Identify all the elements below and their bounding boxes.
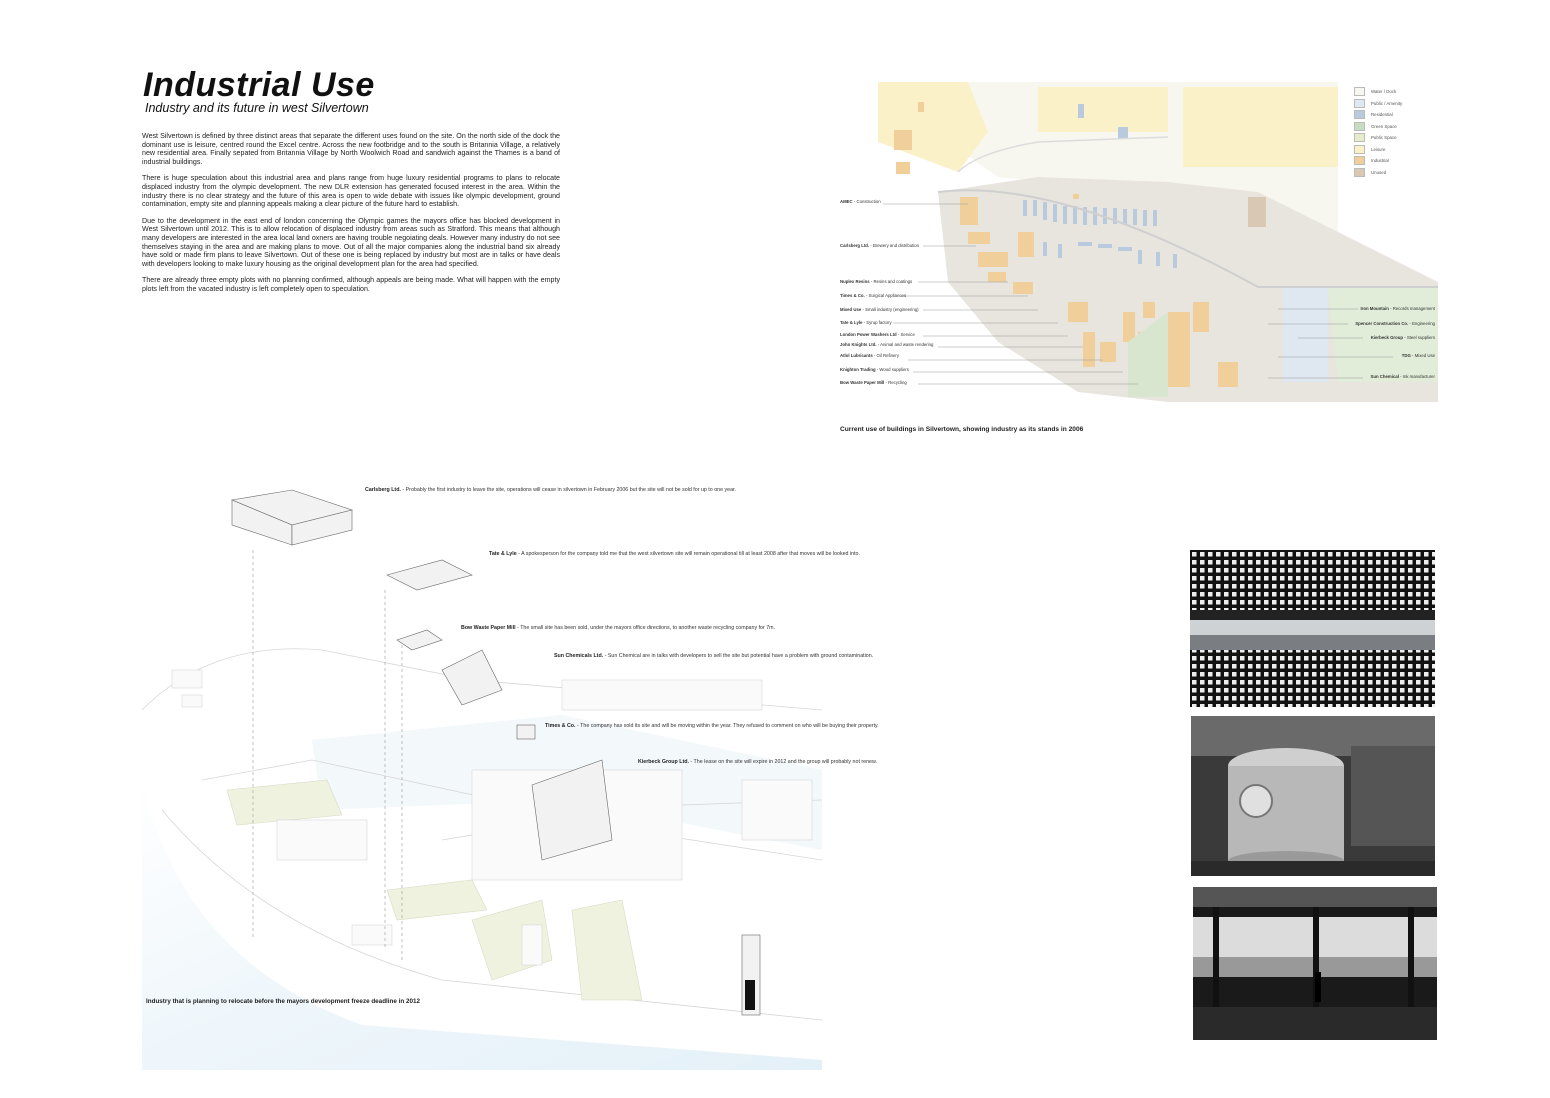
callout-carlsberg: Carlsberg Ltd. - Probably the first industry to leave the site, operations will cease in silvertown in February 2006 but the site will not be sold for up to one year. <box>365 487 736 493</box>
map-label-desc: Ink manufacturer <box>1402 374 1435 379</box>
map-label-name: Times & Co. <box>840 293 865 298</box>
photo-industrial-tank-image <box>1191 716 1435 876</box>
callout-name: Sun Chemicals Ltd. <box>554 653 604 659</box>
legend-label: Public / Amenity <box>1371 100 1403 106</box>
map-label-kierbeck: Kierbeck Group - Steel suppliers <box>1370 335 1435 340</box>
map-label-sun-chemical: Sun Chemical - Ink manufacturer <box>1370 374 1435 379</box>
callout-text: A spokesperson for the company told me that the west silvertown site will remain operational till at least 2008 after that moves will be looked into. <box>521 551 860 557</box>
map-label-name: Atlol Lubricants <box>840 353 873 358</box>
legend-swatch <box>1354 110 1365 119</box>
map-label-name: Carlsberg Ltd. <box>840 243 870 248</box>
map-label-desc: Construction <box>856 199 881 204</box>
legend-swatch <box>1354 133 1365 142</box>
map-label-name: Mixed Use <box>840 307 862 312</box>
photo-dock-panorama <box>1190 550 1435 707</box>
map-label-name: Iron Mountain <box>1360 306 1389 311</box>
intro-text <box>142 132 560 302</box>
map-label-desc: Syrup factory <box>866 320 892 325</box>
legend-item <box>1354 132 1402 144</box>
map-legend <box>1354 86 1402 178</box>
map-label-desc: Steel suppliers <box>1406 335 1435 340</box>
legend-item <box>1354 109 1402 121</box>
callout-text: The lease on the site will expire in 2012 and the group will probably not renew. <box>693 759 877 765</box>
map-label-desc: Oil Refinery <box>876 353 899 358</box>
map-label-amec: AMEC - Construction <box>840 199 881 204</box>
map-label-name: John Knights Ltd. <box>840 342 877 347</box>
map-label-john-knights: John Knights Ltd. - Animal and waste rendering <box>840 342 934 347</box>
map-label-desc: Resins and coatings <box>873 279 913 284</box>
intro-paragraph: Due to the development in the east end of london concerning the Olympic games the mayors office has blocked development in West Silvertown until 2012. This is to allow relocation of displaced industry from areas such as Stratford. This means that although many developers are interested in the area local land oxners are having trouble negoiating deals. However many industry do not see themselves staying in the area and are making plans to move. Out of all the major companies along the industrial band six already have sold or made firm plans to leave Silvertown. Out of these one is being replaced by industry but most are in talks or have deals with developers looking to make luxury housing as the original development plan for the area had specified. <box>142 216 560 268</box>
legend-swatch <box>1354 156 1365 165</box>
map-label-desc: Small industry (engineering) <box>865 307 919 312</box>
map-label-name: Sun Chemical <box>1370 374 1399 379</box>
legend-label: Green Space <box>1371 123 1397 129</box>
intro-paragraph: There is huge speculation about this industrial area and plans range from huge luxury residential programs to plans to relocate displaced industry from the olympic development. The new DLR extension has generated focused interest in the area. Within the industry there is no clear strategy and the future of this area is open to wide debate with issues like olympic development, ground contamination, empty site and planning appeals making a clear picture of the future hard to establish. <box>142 174 560 209</box>
callout-name: Kierbeck Group Ltd. <box>638 759 689 765</box>
map-label-knighton: Knighton Trading - Wood suppliers <box>840 367 909 372</box>
legend-label: Public Space <box>1371 135 1397 141</box>
photo-dlr-station <box>1193 887 1437 1040</box>
land-use-map <box>838 82 1438 417</box>
legend-item <box>1354 167 1402 179</box>
callout-name: Tate & Lyle <box>489 551 517 557</box>
legend-label: Water / Dock <box>1371 89 1397 95</box>
map-label-name: Nuplex Resins <box>840 279 870 284</box>
callout-text: The small site has been sold, under the mayors office directions, to another waste recycling company for 7m. <box>520 625 776 631</box>
legend-item <box>1354 98 1402 110</box>
legend-label: Industrial <box>1371 158 1389 164</box>
map-label-mixed-use: Mixed Use - Small industry (engineering) <box>840 307 919 312</box>
map-label-desc: Mixed Use <box>1414 353 1435 358</box>
intro-paragraph: There are already three empty plots with no planning confirmed, although appeals are being made. What will happen with the empty plots left from the vacated industry is left completely open to speculation. <box>142 276 560 293</box>
legend-item <box>1354 121 1402 133</box>
photo-dock-panorama-image <box>1190 550 1435 707</box>
callout-sun-chemicals: Sun Chemicals Ltd. - Sun Chemical are in talks with developers to sell the site but potential have a problem with ground contamination. <box>554 653 874 659</box>
callout-kierbeck: Kierbeck Group Ltd. - The lease on the site will expire in 2012 and the group will probably not renew. <box>638 759 877 765</box>
legend-item <box>1354 86 1402 98</box>
map-label-spencer: Spencer Construction Co. - Engineering <box>1355 321 1435 326</box>
map-label-carlsberg: Carlsberg Ltd. - Brewery and distribution <box>840 243 920 248</box>
isometric-site-drawing <box>142 480 822 1070</box>
map-label-name: London Power Washers Ltd <box>840 332 897 337</box>
intro-paragraph: West Silvertown is defined by three distinct areas that separate the different uses found on the site. On the north side of the dock the dominant use is leisure, centred round the Excel centre. Across the new footbridge and to the south is Britannia Village, a relatively new residential area. Finally sepated from Britannia Village by North Woolwich Road and sandwich against the Thames is a band of industrial buildings. <box>142 132 560 166</box>
map-label-desc: Service <box>900 332 915 337</box>
legend-swatch <box>1354 99 1365 108</box>
map-label-tdg: TDG - Mixed Use <box>1401 353 1435 358</box>
callout-text: Probably the first industry to leave the site, operations will cease in silvertown in February 2006 but the site will not be sold for up to one year. <box>405 487 736 493</box>
map-label-tate-lyle: Tate & Lyle - Syrup factory <box>840 320 892 325</box>
photo-dlr-station-image <box>1193 887 1437 1040</box>
map-label-name: TDG <box>1401 353 1411 358</box>
map-label-atlol: Atlol Lubricants - Oil Refinery <box>840 353 899 358</box>
legend-swatch <box>1354 87 1365 96</box>
legend-swatch <box>1354 122 1365 131</box>
iso-caption: Industry that is planning to relocate before the mayors development freeze deadline in 2012 <box>146 998 420 1005</box>
legend-item <box>1354 155 1402 167</box>
map-label-name: Kierbeck Group <box>1370 335 1403 340</box>
legend-swatch <box>1354 168 1365 177</box>
map-label-desc: Wood suppliers <box>879 367 909 372</box>
legend-label: Unused <box>1371 169 1387 175</box>
map-label-desc: Brewery and distribution <box>872 243 920 248</box>
photo-industrial-tank <box>1191 716 1435 876</box>
callout-name: Bow Waste Paper Mill <box>461 625 516 631</box>
map-label-name: Spencer Construction Co. <box>1355 321 1409 326</box>
page-subtitle: Industry and its future in west Silvertown <box>145 101 369 115</box>
callout-name: Times & Co. <box>545 723 576 729</box>
callout-tate-lyle: Tate & Lyle - A spokesperson for the company told me that the west silvertown site will remain operational till at least 2008 after that moves will be looked into. <box>489 551 860 557</box>
callout-name: Carlsberg Ltd. <box>365 487 401 493</box>
map-label-nuplex: Nuplex Resins - Resins and coatings <box>840 279 913 284</box>
map-label-name: AMEC <box>840 199 853 204</box>
map-label-name: Knighton Trading <box>840 367 876 372</box>
legend-label: Leisure <box>1371 146 1386 152</box>
callout-times: Times & Co. - The company has sold its site and will be moving within the year. They refused to comment on who will be buying their property. <box>545 723 879 729</box>
map-caption: Current use of buildings in Silvertown, showing industry as its stands in 2006 <box>840 426 1084 433</box>
map-label-desc: Animal and waste rendering <box>880 342 934 347</box>
map-label-desc: Surgical Appliances <box>868 293 907 298</box>
callout-bow-waste: Bow Waste Paper Mill - The small site has been sold, under the mayors office directions, to another waste recycling company for 7m. <box>461 625 776 631</box>
map-label-london-power: London Power Washers Ltd - Service <box>840 332 915 337</box>
legend-label: Residential <box>1371 112 1393 118</box>
page-title: Industrial Use <box>143 66 375 104</box>
legend-swatch <box>1354 145 1365 154</box>
map-label-desc: Recycling <box>888 380 907 385</box>
map-label-name: Tate & Lyle <box>840 320 863 325</box>
map-label-bow-waste: Bow Waste Paper Mill - Recycling <box>840 380 907 385</box>
legend-item <box>1354 144 1402 156</box>
callout-text: The company has sold its site and will be moving within the year. They refused to comment on who will be buying their property. <box>580 723 879 729</box>
map-label-desc: Engineering <box>1412 321 1435 326</box>
map-label-times: Times & Co. - Surgical Appliances <box>840 293 907 298</box>
callout-text: Sun Chemical are in talks with developers to sell the site but potential have a problem with ground contamination. <box>607 653 874 659</box>
map-label-iron-mountain: Iron Mountain - Records management <box>1360 306 1435 311</box>
map-label-name: Bow Waste Paper Mill <box>840 380 885 385</box>
map-label-desc: Records management <box>1392 306 1435 311</box>
